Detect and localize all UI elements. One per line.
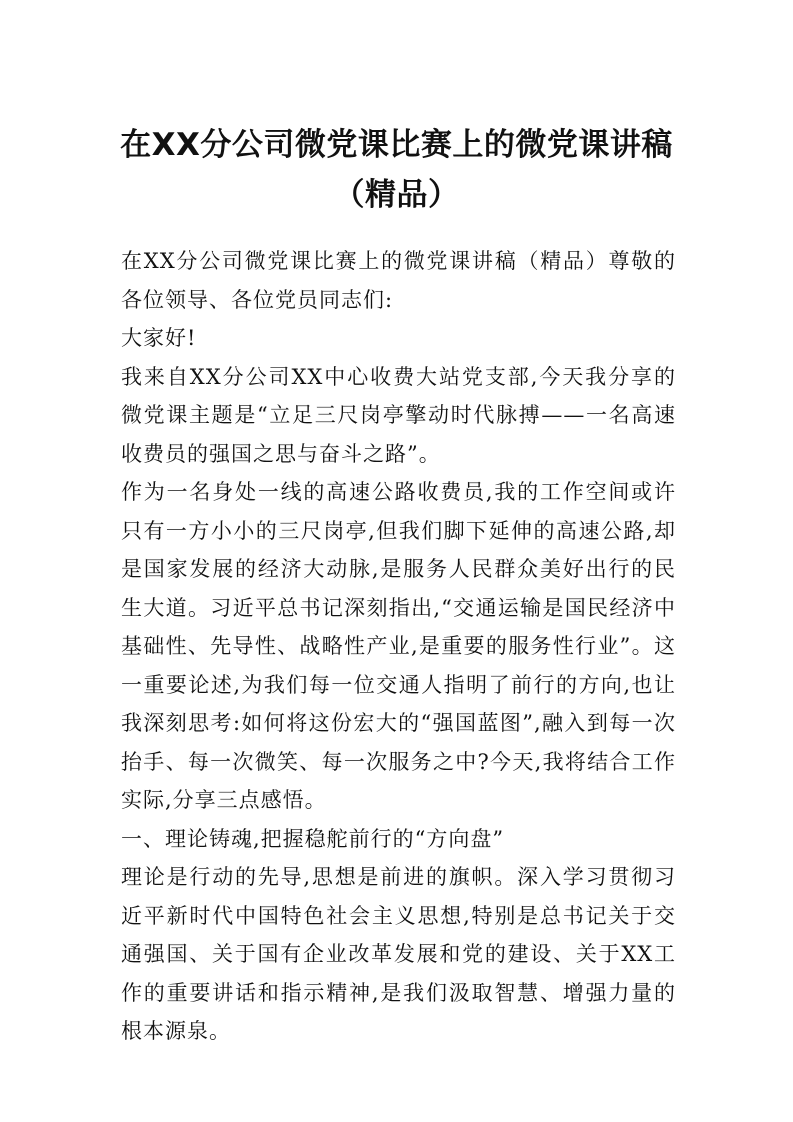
- paragraph-section-1: 理论是行动的先导,思想是前进的旗帜。深入学习贯彻习近平新时代中国特色社会主义思想,特别是总书记关于交通强国、关于国有企业改革发展和党的建设、关于XX工作的重要讲话和指示精神,是我们汲取智慧、增强力量的根本源泉。: [121, 865, 676, 1043]
- document-body: [121, 242, 676, 1051]
- paragraph-hello: 大家好!: [121, 326, 197, 350]
- paragraph-greeting-header: 在XX分公司微党课比赛上的微党课讲稿（精品）尊敬的各位领导、各位党员同志们:: [121, 249, 676, 312]
- document-title-line-2: （精品）: [333, 177, 460, 213]
- paragraph-main-body: 作为一名身处一线的高速公路收费员,我的工作空间或许只有一方小小的三尺岗亭,但我们脚下延伸的高速公路,却是国家发展的经济大动脉,是服务人民群众美好出行的民生大道。习近平总书记深刻指出,“交通运输是国民经济中基础性、先导性、战略性产业,是重要的服务性行业”。这一重要论述,为我们每一位交通人指明了前行的方向,也让我深刻思考:如何将这份宏大的“强国蓝图”,融入到每一次抬手、每一次微笑、每一次服务之中?今天,我将结合工作实际,分享三点感悟。: [121, 480, 676, 812]
- paragraph-introduction: 我来自XX分公司XX中心收费大站党支部,今天我分享的微党课主题是“立足三尺岗亭擎动时代脉搏——一名高速收费员的强国之思与奋斗之路”。: [121, 364, 676, 466]
- section-heading-1: 一、理论铸魂,把握稳舵前行的“方向盘”: [121, 826, 505, 851]
- document-title-line-1: 在XX分公司微党课比赛上的微党课讲稿: [120, 127, 673, 163]
